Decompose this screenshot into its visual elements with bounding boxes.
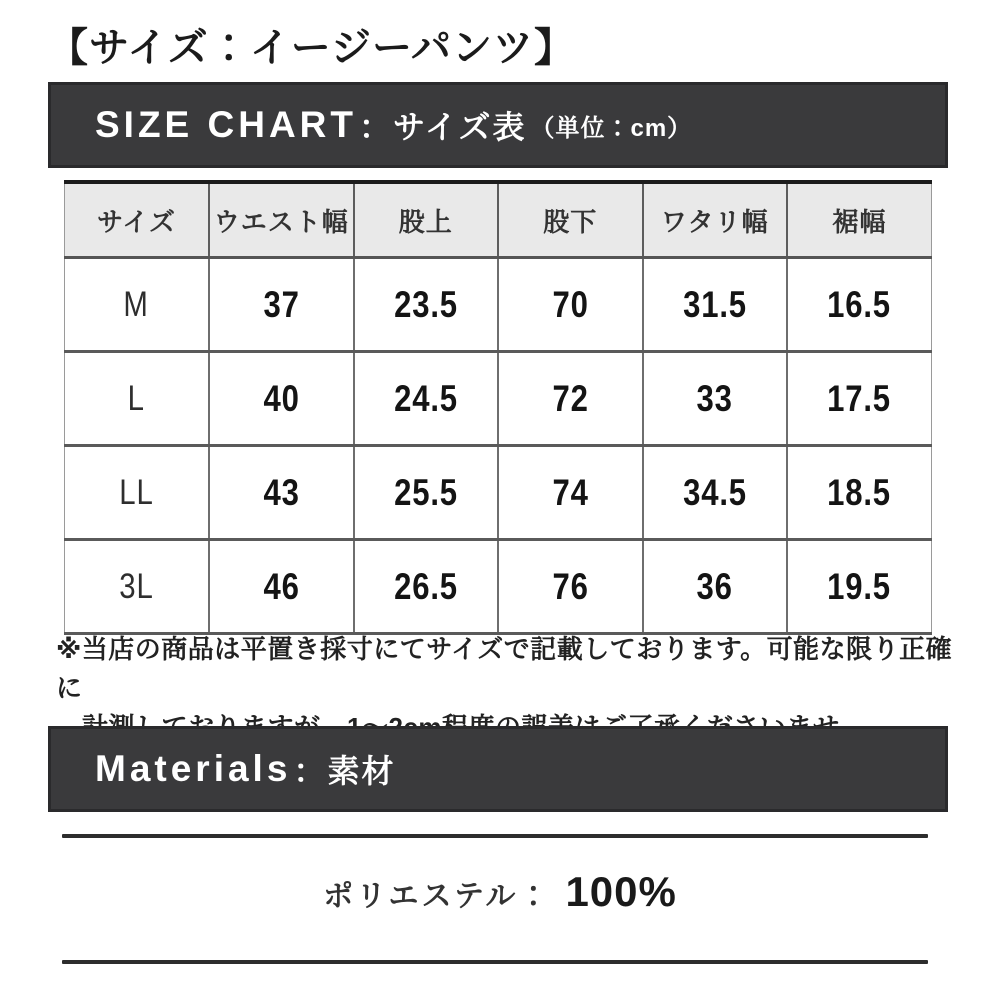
cell-inseam: [498, 446, 643, 540]
cell-thigh: [643, 446, 788, 540]
column-header-hem: 裾幅: [787, 182, 932, 258]
waist-value: 46: [263, 565, 300, 607]
materials-divider-top: [62, 834, 928, 838]
column-header-thigh: ワタリ幅: [643, 182, 788, 258]
hem-value: 18.5: [827, 471, 892, 513]
materials-heading-en: Materials: [95, 748, 292, 789]
cell-rise: [354, 258, 499, 352]
thigh-value: 33: [696, 377, 733, 419]
materials-heading-ja: 素材: [327, 753, 396, 789]
cell-hem: [787, 258, 932, 352]
size-table-header-row: [65, 182, 932, 258]
inseam-value: 70: [552, 283, 589, 325]
cell-rise: [354, 540, 499, 634]
size-label: L: [127, 378, 146, 418]
size-chart-header-bar: [48, 82, 948, 168]
cell-hem: [787, 446, 932, 540]
cell-hem: [787, 540, 932, 634]
rise-value: 26.5: [393, 565, 458, 607]
material-name-label: ポリエステル：: [323, 880, 552, 913]
cell-rise: [354, 446, 499, 540]
table-row-l: [65, 352, 932, 446]
cell-waist: [209, 352, 354, 446]
waist-value: 37: [263, 283, 300, 325]
thigh-value: 34.5: [682, 471, 747, 513]
size-chart-heading-ja: サイズ表: [393, 109, 527, 145]
cell-thigh: [643, 352, 788, 446]
cell-rise: [354, 352, 499, 446]
size-chart-heading-sep: ：: [359, 109, 392, 145]
column-header-waist: ウエスト幅: [209, 182, 354, 258]
material-percentage: 100%: [565, 868, 677, 915]
measurement-note-line1: ※当店の商品は平置き採寸にてサイズで記載しております。可能な限り正確に: [56, 634, 953, 703]
cell-inseam: [498, 352, 643, 446]
size-label: 3L: [119, 566, 154, 606]
size-table: [64, 180, 932, 635]
cell-inseam: [498, 258, 643, 352]
size-chart-heading-en: SIZE CHART: [95, 104, 357, 145]
table-row-ll: [65, 446, 932, 540]
materials-divider-bottom: [62, 960, 928, 964]
cell-thigh: [643, 258, 788, 352]
cell-waist: [209, 540, 354, 634]
size-chart-heading-unit: （単位：cm）: [530, 114, 693, 142]
page-title: 【サイズ：イージーパンツ】: [48, 26, 575, 70]
table-row-m: [65, 258, 932, 352]
materials-heading-sep: ：: [293, 753, 326, 789]
rise-value: 24.5: [393, 377, 458, 419]
cell-thigh: [643, 540, 788, 634]
hem-value: 17.5: [827, 377, 892, 419]
thigh-value: 31.5: [682, 283, 747, 325]
cell-size: [65, 540, 210, 634]
cell-size: [65, 352, 210, 446]
rise-value: 25.5: [393, 471, 458, 513]
cell-hem: [787, 352, 932, 446]
column-header-rise: 股上: [354, 182, 499, 258]
column-header-size: サイズ: [65, 182, 210, 258]
cell-waist: [209, 258, 354, 352]
table-row-3l: [65, 540, 932, 634]
waist-value: 43: [263, 471, 300, 513]
inseam-value: 72: [552, 377, 589, 419]
cell-size: [65, 258, 210, 352]
size-label: M: [123, 284, 150, 324]
material-composition: [0, 868, 1000, 916]
thigh-value: 36: [696, 565, 733, 607]
cell-waist: [209, 446, 354, 540]
hem-value: 19.5: [827, 565, 892, 607]
cell-inseam: [498, 540, 643, 634]
size-label: LL: [119, 472, 154, 512]
waist-value: 40: [263, 377, 300, 419]
hem-value: 16.5: [827, 283, 892, 325]
rise-value: 23.5: [393, 283, 458, 325]
cell-size: [65, 446, 210, 540]
column-header-inseam: 股下: [498, 182, 643, 258]
materials-header-bar: [48, 726, 948, 812]
inseam-value: 76: [552, 565, 589, 607]
inseam-value: 74: [552, 471, 589, 513]
